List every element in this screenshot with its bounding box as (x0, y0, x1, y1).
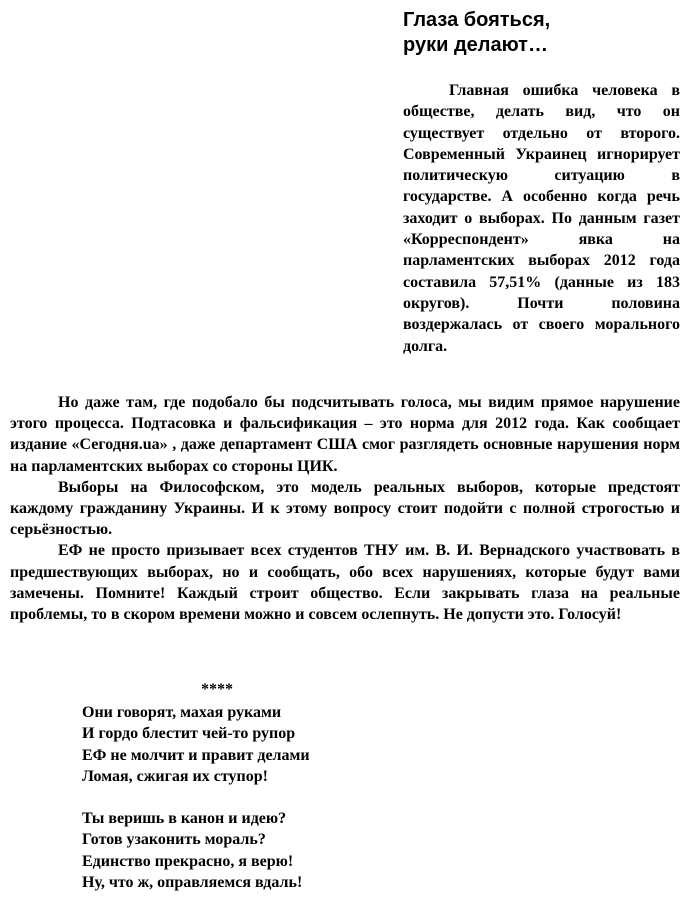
title-line-2: руки делают… (403, 34, 548, 56)
body-paragraph-2: Выборы на Философском, это модель реальных выборов, которые предстоят каждому гражданину Украины. И к этому вопросу стоит подойти с полной строгостью и серьёзностью. (10, 478, 680, 539)
section-separator: **** (201, 681, 233, 698)
article-body (10, 392, 680, 625)
body-paragraph-1: Но даже там, где подобало бы подсчитывать голоса, мы видим прямое нарушение этого процесса. Подтасовка и фальсификация – это норма для 2012 года. Как сообщает издание «Сегодня.ua» , даже департамент США смог разглядеть основные нарушения норм на парламентских выборах со стороны ЦИК. (10, 394, 680, 475)
title-line-1: Глаза бояться, (403, 9, 551, 31)
poem-stanza-1 (82, 702, 502, 787)
poem-line: Ты веришь в канон и идею? (82, 810, 287, 827)
article-title (403, 8, 683, 58)
poem-line: Ломая, сжигая их ступор! (82, 767, 268, 785)
poem-line: И гордо блестит чей-то рупор (82, 725, 296, 743)
poem-line: Готов узаконить мораль? (82, 831, 266, 849)
intro-column-paragraph: Главная ошибка человека в обществе, делать вид, что он существует отдельно от второго. Современный Украинец игнорирует политическую ситуацию в государстве. А особенно когда речь заходит о выборах. По данным газет «Корреспондент» явка на парламентских выборах 2012 года составила 57,51% (данные из 183 округов). Почти половина воздержалась от своего морального долга. (403, 82, 680, 355)
poem-line: Они говорят, махая руками (82, 704, 282, 721)
poem-stanza-2 (82, 808, 502, 893)
poem-line: Единство прекрасно, я верю! (82, 852, 294, 870)
poem-line: Ну, что ж, оправляемся вдаль! (82, 873, 303, 891)
body-paragraph-3: ЕФ не просто призывает всех студентов ТНУ им. В. И. Вернадского участвовать в предшествующих выборах, но и сообщать, обо всех нарушениях, которые будут вами замечены. Помните! Каждый строит общество. Если закрывать глаза на реальные проблемы, то в скором времени можно и совсем ослепнуть. Не допусти это. Голосуй! (10, 542, 680, 624)
poem-line: ЕФ не молчит и правит делами (82, 746, 310, 764)
